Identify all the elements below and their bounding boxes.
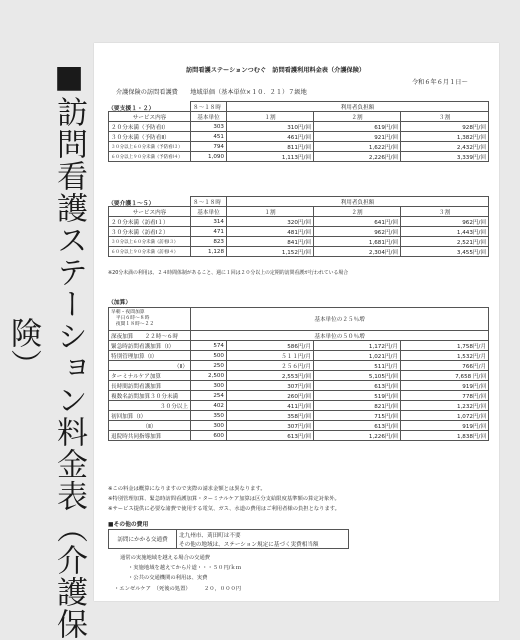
table-row — [109, 341, 489, 351]
cell: ３０分未満（訪看Ⅰ２） — [109, 227, 191, 237]
document-title: 訪問看護ステーションつむぐ 訪問看護利用料金表（介護保険） — [186, 67, 366, 74]
cell: 初回加算（Ⅰ） — [109, 411, 191, 421]
cell: 841円/回 — [227, 237, 314, 247]
other-table — [108, 529, 349, 549]
early-night-label: 早朝・夜間加算 平日６時～８時 夜間１８時～２２ — [109, 308, 191, 331]
cell: 919円/回 — [401, 421, 489, 431]
angel-care-label: ・エンゼルケア （死後の処置） — [114, 586, 191, 592]
header-cell: 基本単位 — [191, 112, 227, 122]
late-night-value: 基本単位の５０％増 — [191, 331, 489, 341]
cell: 314 — [191, 217, 227, 227]
table-row — [109, 371, 489, 381]
header-cell: １割 — [227, 207, 314, 217]
cell: 320円/回 — [227, 217, 314, 227]
header-cell: サービス内容 — [109, 207, 191, 217]
cell: 1,113円/回 — [227, 152, 314, 162]
cell: 2,500 — [191, 371, 227, 381]
cell: 303 — [191, 122, 227, 132]
cell: 1,758円/月 — [401, 341, 489, 351]
t1-table — [108, 101, 489, 162]
note-1: ※この料金は概算になりますので実際の請求金額とは異なります。 — [108, 486, 266, 492]
cell: 641円/回 — [314, 217, 401, 227]
cell: 962円/回 — [401, 217, 489, 227]
cell: 1,072円/回 — [401, 411, 489, 421]
transport-label: 訪問にかかる交通費 — [109, 530, 177, 549]
cell: 310円/回 — [227, 122, 314, 132]
cell: 7,658 円/回 — [401, 371, 489, 381]
vertical-page-title: ■訪問看護ステーション料金表（介護保険） — [5, 58, 87, 640]
cell: 600 — [191, 431, 227, 441]
table-row — [109, 351, 489, 361]
t2-note: ※20分未満の利用は、２４時間体制があること、週に１回は２０分以上の定期的訪問看護が行われている場合 — [108, 270, 349, 276]
table-header — [109, 112, 489, 122]
cell: 260円/回 — [227, 391, 314, 401]
cell: ３０分未満（予防看Ⅱ） — [109, 132, 191, 142]
cell: 長時間訪問看護加算 — [109, 381, 191, 391]
cell: 500 — [191, 351, 227, 361]
cell: ６０分以上９０分未満（予防看Ⅰ４） — [109, 152, 191, 162]
cell: 766円/月 — [401, 361, 489, 371]
cell: ２０分未満（予防看Ⅰ） — [109, 122, 191, 132]
cell: 586円/月 — [227, 341, 314, 351]
t3-caption: （加算） — [108, 300, 132, 306]
cell: 613円/回 — [227, 431, 314, 441]
table-row — [109, 132, 489, 142]
cell: 3,455円/回 — [401, 247, 489, 257]
late-night-label: 深夜加算 ２２時～６時 — [109, 331, 191, 341]
header-cell: サービス内容 — [109, 112, 191, 122]
cell: 1,622円/回 — [314, 142, 401, 152]
cell: 1,681円/回 — [314, 237, 401, 247]
table-row — [109, 401, 489, 411]
cell: 613円/回 — [314, 381, 401, 391]
cell: 715円/回 — [314, 411, 401, 421]
cell: 1,382円/回 — [401, 132, 489, 142]
table-row — [109, 247, 489, 257]
cell: 特別管理加算（Ⅰ） — [109, 351, 191, 361]
transport-sub-1: 通常の実施地域を越える場合の交通費 — [120, 555, 211, 561]
cell: 1,226円/回 — [314, 431, 401, 441]
cell: ２０分未満（訪看Ⅰ１） — [109, 217, 191, 227]
cell: 1,443円/回 — [401, 227, 489, 237]
angel-care-value: ２０，０００円 — [204, 586, 242, 592]
table-row — [109, 391, 489, 401]
cell: 254 — [191, 391, 227, 401]
cell: 511円/月 — [314, 361, 401, 371]
cell: 921円/回 — [314, 132, 401, 142]
header-cell: １割 — [227, 112, 314, 122]
header-cell: ３割 — [401, 112, 489, 122]
t2-group-label: 利用者負担額 — [227, 197, 489, 207]
cell: 307円/回 — [227, 381, 314, 391]
note-3: ※サービス提供に必要な諸費で使用する電気、ガス、水道の費用はご利用者様の負担となります。 — [108, 506, 340, 512]
t2-table — [108, 196, 489, 257]
cell: 823 — [191, 237, 227, 247]
cell: 1,021円/月 — [314, 351, 401, 361]
cell: 1,152円/回 — [227, 247, 314, 257]
cell: 794 — [191, 142, 227, 152]
cell: 300 — [191, 421, 227, 431]
cell: 1,232円/回 — [401, 401, 489, 411]
cell: 2,432円/回 — [401, 142, 489, 152]
cell: 1,172円/月 — [314, 341, 401, 351]
cell: 411円/回 — [227, 401, 314, 411]
table-row — [109, 227, 489, 237]
cell: 2,521円/回 — [401, 237, 489, 247]
cell: ３０分以上 — [109, 401, 191, 411]
cell: 1,090 — [191, 152, 227, 162]
transport-sub-2: ・実施地域を越えてから片道・・・５０円/ｋｍ — [128, 565, 242, 571]
cell: 811円/回 — [227, 142, 314, 152]
cell: （Ⅱ） — [109, 421, 191, 431]
cell: ターミナルケア加算 — [109, 371, 191, 381]
header-cell: 基本単位 — [191, 207, 227, 217]
cell: 919円/回 — [401, 381, 489, 391]
t1-caption: （要支援１・２） — [108, 106, 155, 112]
cell: 471 — [191, 227, 227, 237]
t1-group-label: 利用者負担額 — [227, 102, 489, 112]
table-row — [109, 431, 489, 441]
table-row — [109, 217, 489, 227]
cell: （Ⅱ） — [109, 361, 191, 371]
cell: 複数名訪問加算３０分未満 — [109, 391, 191, 401]
cell: 307円/回 — [227, 421, 314, 431]
note-2: ※特別管理加算、緊急時訪問看護加算・ターミナルケア加算は区分支給限度基準額の算定対象外。 — [108, 496, 340, 502]
other-caption: ■その他の費用 — [108, 522, 149, 528]
transport-text-2: その他の地域は、ステーション規定に基づく実費相当額 — [177, 539, 349, 549]
table-row — [109, 381, 489, 391]
cell: ５１１円/月 — [227, 351, 314, 361]
table-row — [109, 142, 489, 152]
cell: 358円/回 — [227, 411, 314, 421]
table-row — [109, 411, 489, 421]
cell: ３０分以上６０分未満（訪看Ⅰ３） — [109, 237, 191, 247]
cell: 451 — [191, 132, 227, 142]
cell: 402 — [191, 401, 227, 411]
cell: ６０分以上９０分未満（訪看Ⅰ４） — [109, 247, 191, 257]
table-row — [109, 421, 489, 431]
table-row — [109, 361, 489, 371]
table-header — [109, 207, 489, 217]
effective-date: 令和６年６月１日～ — [412, 79, 468, 86]
cell: 778円/回 — [401, 391, 489, 401]
t2-hours: ８～１８時 — [191, 197, 227, 207]
cell: 821円/回 — [314, 401, 401, 411]
header-cell: ２割 — [314, 112, 401, 122]
cell: 1,838円/回 — [401, 431, 489, 441]
transport-text-1: 北九州市、苅田町は不要 — [177, 530, 349, 540]
cell: 574 — [191, 341, 227, 351]
header-cell: ３割 — [401, 207, 489, 217]
cell: 2,553円/回 — [227, 371, 314, 381]
table-row — [109, 122, 489, 132]
table-row — [109, 237, 489, 247]
cell: ２５６円/月 — [227, 361, 314, 371]
cell: 350 — [191, 411, 227, 421]
cell: 3,339円/回 — [401, 152, 489, 162]
price-sheet — [94, 43, 499, 601]
cell: 5,105円/回 — [314, 371, 401, 381]
cell: 緊急時訪問看護加算（Ⅰ） — [109, 341, 191, 351]
cell: 461円/回 — [227, 132, 314, 142]
cell: 928円/回 — [401, 122, 489, 132]
transport-sub-3: ・公共の交通機関の利用は、実費 — [128, 575, 208, 581]
early-night-value: 基本単位の２５％増 — [191, 308, 489, 331]
cell: 1,532円/月 — [401, 351, 489, 361]
cell: 519円/回 — [314, 391, 401, 401]
cell: 481円/回 — [227, 227, 314, 237]
cell: 2,226円/回 — [314, 152, 401, 162]
subtitle: 介護保険の訪問看護費 地域単価（基本単位×１０．２１）７級地 — [116, 89, 307, 96]
cell: 613円/回 — [314, 421, 401, 431]
cell: 619円/回 — [314, 122, 401, 132]
cell: 退院時共同指導加算 — [109, 431, 191, 441]
t3-table — [108, 307, 489, 441]
header-cell: ２割 — [314, 207, 401, 217]
t1-hours: ８～１８時 — [191, 102, 227, 112]
cell: 2,304円/回 — [314, 247, 401, 257]
t2-caption: （要介護１～５） — [108, 201, 155, 207]
cell: ３０分以上６０分未満（予防看Ⅰ３） — [109, 142, 191, 152]
cell: 1,128 — [191, 247, 227, 257]
cell: 250 — [191, 361, 227, 371]
cell: 962円/回 — [314, 227, 401, 237]
cell: 300 — [191, 381, 227, 391]
table-row — [109, 152, 489, 162]
